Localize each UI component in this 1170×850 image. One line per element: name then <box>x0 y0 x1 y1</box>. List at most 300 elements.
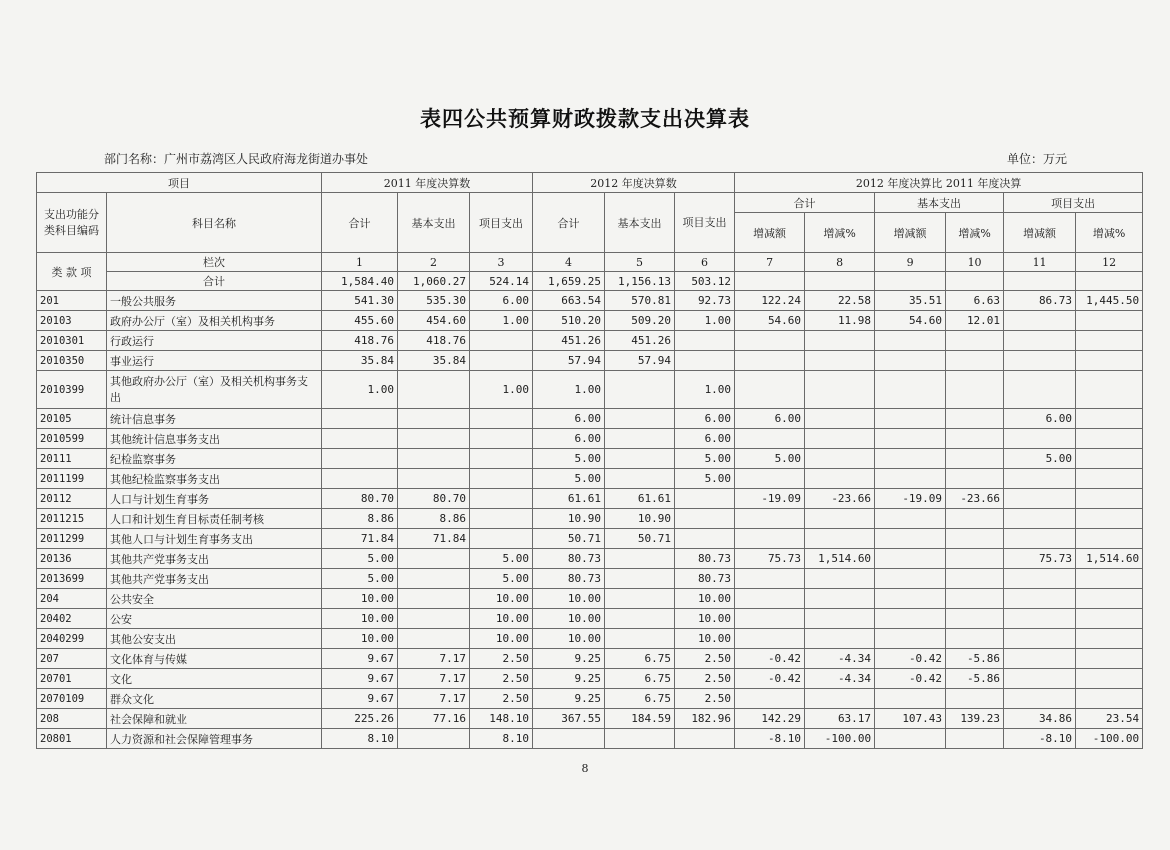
row-value <box>875 529 946 549</box>
row-value: 2.50 <box>675 649 735 669</box>
row-value: 1.00 <box>470 311 533 331</box>
row-code: 2070109 <box>37 689 107 709</box>
row-name: 纪检监察事务 <box>107 449 322 469</box>
row-value: 6.00 <box>1004 409 1076 429</box>
row-value: 1.00 <box>470 371 533 409</box>
row-value: 54.60 <box>735 311 805 331</box>
row-value <box>946 609 1004 629</box>
row-value <box>946 331 1004 351</box>
row-code: 2010350 <box>37 351 107 371</box>
row-value <box>1004 609 1076 629</box>
row-value: 1,514.60 <box>1076 549 1143 569</box>
row-value <box>805 449 875 469</box>
row-value: 7.17 <box>398 649 470 669</box>
table-row <box>37 291 1143 311</box>
header-row-1 <box>37 173 1143 193</box>
table-row <box>37 669 1143 689</box>
total-cell: 503.12 <box>675 272 735 291</box>
column-number: 3 <box>470 253 533 272</box>
row-value: 5.00 <box>675 449 735 469</box>
column-number: 11 <box>1004 253 1076 272</box>
row-value <box>675 729 735 749</box>
row-value: 2.50 <box>675 669 735 689</box>
row-value <box>735 429 805 449</box>
row-value: 454.60 <box>398 311 470 331</box>
column-number: 8 <box>805 253 875 272</box>
row-value <box>605 629 675 649</box>
row-value: 2.50 <box>470 649 533 669</box>
header-zje-11: 增减额 <box>1004 213 1076 253</box>
row-value <box>605 449 675 469</box>
row-value: -23.66 <box>946 489 1004 509</box>
column-number: 9 <box>875 253 946 272</box>
row-value: -100.00 <box>1076 729 1143 749</box>
row-code: 2011199 <box>37 469 107 489</box>
row-value: 23.54 <box>1076 709 1143 729</box>
row-value <box>470 331 533 351</box>
row-value: 35.84 <box>322 351 398 371</box>
header-2011: 2011 年度决算数 <box>322 173 533 193</box>
row-value: 5.00 <box>470 569 533 589</box>
table-row <box>37 469 1143 489</box>
header-zje-9: 增减额 <box>875 213 946 253</box>
row-name: 一般公共服务 <box>107 291 322 311</box>
header-2012: 2012 年度决算数 <box>533 173 735 193</box>
row-value: 80.73 <box>533 549 605 569</box>
row-value: 77.16 <box>398 709 470 729</box>
row-value <box>1076 429 1143 449</box>
row-code: 20801 <box>37 729 107 749</box>
row-value <box>946 351 1004 371</box>
row-name: 公共安全 <box>107 589 322 609</box>
table-row <box>37 729 1143 749</box>
row-value: 10.00 <box>675 589 735 609</box>
row-value: 2.50 <box>470 669 533 689</box>
header-2012-xm: 项目支出 <box>675 193 735 253</box>
table-row <box>37 529 1143 549</box>
row-value <box>1076 569 1143 589</box>
row-value: 10.00 <box>322 629 398 649</box>
row-value <box>1004 371 1076 409</box>
row-value: 1.00 <box>322 371 398 409</box>
row-value <box>1076 311 1143 331</box>
row-value <box>1004 589 1076 609</box>
row-value <box>533 729 605 749</box>
row-name: 其他共产党事务支出 <box>107 569 322 589</box>
row-code: 2011299 <box>37 529 107 549</box>
row-value <box>322 469 398 489</box>
row-value: 455.60 <box>322 311 398 331</box>
row-value: 6.00 <box>470 291 533 311</box>
row-name: 群众文化 <box>107 689 322 709</box>
row-value: 57.94 <box>605 351 675 371</box>
row-name: 其他人口与计划生育事务支出 <box>107 529 322 549</box>
row-value: -19.09 <box>735 489 805 509</box>
table-row <box>37 409 1143 429</box>
row-value: 1.00 <box>675 371 735 409</box>
row-name: 文化 <box>107 669 322 689</box>
column-number: 10 <box>946 253 1004 272</box>
row-value <box>398 469 470 489</box>
row-value <box>875 589 946 609</box>
row-value: 75.73 <box>735 549 805 569</box>
row-value: 6.00 <box>675 429 735 449</box>
row-name: 其他公安支出 <box>107 629 322 649</box>
row-value <box>735 589 805 609</box>
row-value <box>398 371 470 409</box>
row-value: 122.24 <box>735 291 805 311</box>
row-code: 20701 <box>37 669 107 689</box>
row-code: 20105 <box>37 409 107 429</box>
row-value <box>1004 649 1076 669</box>
header-2011-heji: 合计 <box>322 193 398 253</box>
row-value <box>875 569 946 589</box>
row-value <box>735 689 805 709</box>
row-value <box>1076 629 1143 649</box>
row-value: 86.73 <box>1004 291 1076 311</box>
row-value <box>875 689 946 709</box>
column-number: 7 <box>735 253 805 272</box>
row-value <box>805 469 875 489</box>
row-value: 22.58 <box>805 291 875 311</box>
row-value: 35.51 <box>875 291 946 311</box>
total-cell <box>1076 272 1143 291</box>
row-value: 9.25 <box>533 649 605 669</box>
row-value <box>735 609 805 629</box>
header-cmp-xm: 项目支出 <box>1004 193 1143 213</box>
row-value: 75.73 <box>1004 549 1076 569</box>
row-value <box>1004 509 1076 529</box>
row-value <box>1076 589 1143 609</box>
row-value: 80.73 <box>675 569 735 589</box>
row-value <box>1076 649 1143 669</box>
row-value: 10.00 <box>322 589 398 609</box>
row-value: 9.67 <box>322 689 398 709</box>
row-value <box>805 609 875 629</box>
row-value: 1,445.50 <box>1076 291 1143 311</box>
row-value: 451.26 <box>605 331 675 351</box>
row-value: 57.94 <box>533 351 605 371</box>
row-value <box>1076 331 1143 351</box>
table-row <box>37 629 1143 649</box>
row-value <box>1004 469 1076 489</box>
row-value <box>875 509 946 529</box>
row-value <box>675 351 735 371</box>
row-value: 5.00 <box>470 549 533 569</box>
row-value: 54.60 <box>875 311 946 331</box>
row-value <box>805 689 875 709</box>
row-value <box>1004 429 1076 449</box>
header-code-col: 支出功能分类科目编码 <box>37 193 107 253</box>
row-value <box>875 729 946 749</box>
row-value <box>675 529 735 549</box>
row-value <box>735 529 805 549</box>
row-value: 10.90 <box>533 509 605 529</box>
row-value <box>946 409 1004 429</box>
row-value: 663.54 <box>533 291 605 311</box>
row-value <box>875 549 946 569</box>
row-value <box>1076 409 1143 429</box>
row-value: 10.90 <box>605 509 675 529</box>
row-value: 6.00 <box>533 409 605 429</box>
row-value <box>398 729 470 749</box>
row-value <box>605 371 675 409</box>
lanci-row <box>37 253 1143 272</box>
table-row <box>37 689 1143 709</box>
row-value <box>470 529 533 549</box>
row-value <box>946 469 1004 489</box>
row-value <box>1076 609 1143 629</box>
row-name: 事业运行 <box>107 351 322 371</box>
row-value <box>946 429 1004 449</box>
total-cell <box>805 272 875 291</box>
row-name: 文化体育与传媒 <box>107 649 322 669</box>
total-cell: 1,659.25 <box>533 272 605 291</box>
row-value <box>875 449 946 469</box>
row-value: 6.00 <box>675 409 735 429</box>
row-code: 2013699 <box>37 569 107 589</box>
row-value: 5.00 <box>322 549 398 569</box>
table-row <box>37 609 1143 629</box>
row-value: 63.17 <box>805 709 875 729</box>
row-value <box>875 629 946 649</box>
row-value <box>470 469 533 489</box>
row-code: 208 <box>37 709 107 729</box>
header-compare: 2012 年度决算比 2011 年度决算 <box>735 173 1143 193</box>
row-value <box>1076 351 1143 371</box>
row-name: 公安 <box>107 609 322 629</box>
row-value <box>1004 331 1076 351</box>
row-value <box>946 589 1004 609</box>
row-value <box>605 589 675 609</box>
row-value <box>1076 669 1143 689</box>
row-value: -8.10 <box>735 729 805 749</box>
row-value: -0.42 <box>735 669 805 689</box>
row-value <box>1004 669 1076 689</box>
row-value: 139.23 <box>946 709 1004 729</box>
row-value: 6.00 <box>735 409 805 429</box>
row-value: 535.30 <box>398 291 470 311</box>
row-value: 10.00 <box>470 589 533 609</box>
row-value: 184.59 <box>605 709 675 729</box>
row-value: 570.81 <box>605 291 675 311</box>
row-value: 35.84 <box>398 351 470 371</box>
row-code: 2010599 <box>37 429 107 449</box>
row-value: 7.17 <box>398 689 470 709</box>
column-number: 4 <box>533 253 605 272</box>
row-value: 8.10 <box>470 729 533 749</box>
row-value <box>398 629 470 649</box>
row-value <box>946 569 1004 589</box>
row-code: 2011215 <box>37 509 107 529</box>
total-cell <box>946 272 1004 291</box>
row-value <box>805 509 875 529</box>
row-value: 5.00 <box>735 449 805 469</box>
row-value <box>805 569 875 589</box>
row-name: 其他共产党事务支出 <box>107 549 322 569</box>
total-row <box>37 272 1143 291</box>
row-value <box>398 569 470 589</box>
column-number: 5 <box>605 253 675 272</box>
row-value: 10.00 <box>675 629 735 649</box>
row-value: 1.00 <box>675 311 735 331</box>
row-value: -4.34 <box>805 669 875 689</box>
row-value: 510.20 <box>533 311 605 331</box>
row-value: -0.42 <box>735 649 805 669</box>
row-value: 451.26 <box>533 331 605 351</box>
row-value: 71.84 <box>322 529 398 549</box>
row-value: -0.42 <box>875 669 946 689</box>
row-value <box>805 629 875 649</box>
row-value: 142.29 <box>735 709 805 729</box>
row-code: 20112 <box>37 489 107 509</box>
row-value: 10.00 <box>470 609 533 629</box>
row-code: 204 <box>37 589 107 609</box>
row-code: 20111 <box>37 449 107 469</box>
row-name: 其他政府办公厅（室）及相关机构事务支出 <box>107 371 322 409</box>
row-value: 11.98 <box>805 311 875 331</box>
row-value: 418.76 <box>398 331 470 351</box>
row-value: 8.86 <box>398 509 470 529</box>
header-2012-heji: 合计 <box>533 193 605 253</box>
row-value <box>1076 449 1143 469</box>
row-value: 61.61 <box>533 489 605 509</box>
row-code: 20136 <box>37 549 107 569</box>
row-name: 政府办公厅（室）及相关机构事务 <box>107 311 322 331</box>
row-value <box>1004 569 1076 589</box>
row-value <box>946 629 1004 649</box>
row-value: 80.73 <box>533 569 605 589</box>
column-number: 6 <box>675 253 735 272</box>
row-value: -23.66 <box>805 489 875 509</box>
row-value <box>470 429 533 449</box>
row-value: 50.71 <box>533 529 605 549</box>
row-value: 12.01 <box>946 311 1004 331</box>
header-xiangmu: 项目 <box>37 173 322 193</box>
row-value: 1.00 <box>533 371 605 409</box>
row-value: -8.10 <box>1004 729 1076 749</box>
row-value <box>946 449 1004 469</box>
row-value: 7.17 <box>398 669 470 689</box>
row-value: 5.00 <box>533 449 605 469</box>
row-value <box>605 729 675 749</box>
row-value <box>398 409 470 429</box>
row-code: 201 <box>37 291 107 311</box>
column-number: 2 <box>398 253 470 272</box>
row-code: 2040299 <box>37 629 107 649</box>
row-value: 6.63 <box>946 291 1004 311</box>
table-row <box>37 589 1143 609</box>
page-title: 表四公共预算财政拨款支出决算表 <box>420 107 750 131</box>
row-name: 人口和计划生育目标责任制考核 <box>107 509 322 529</box>
row-value <box>470 351 533 371</box>
row-value <box>946 509 1004 529</box>
table-row <box>37 489 1143 509</box>
row-value: 92.73 <box>675 291 735 311</box>
row-value <box>875 351 946 371</box>
row-value: 418.76 <box>322 331 398 351</box>
row-value: 225.26 <box>322 709 398 729</box>
row-value <box>398 449 470 469</box>
row-name: 其他纪检监察事务支出 <box>107 469 322 489</box>
total-cell <box>735 272 805 291</box>
row-value: -5.86 <box>946 649 1004 669</box>
row-value <box>946 689 1004 709</box>
row-code: 2010399 <box>37 371 107 409</box>
row-name: 人口与计划生育事务 <box>107 489 322 509</box>
table-row <box>37 709 1143 729</box>
column-number: 1 <box>322 253 398 272</box>
row-value <box>875 409 946 429</box>
row-value <box>1076 529 1143 549</box>
row-value <box>1004 489 1076 509</box>
header-zjl-10: 增减% <box>946 213 1004 253</box>
table-row <box>37 311 1143 331</box>
row-value: 10.00 <box>533 609 605 629</box>
header-zje-7: 增减额 <box>735 213 805 253</box>
row-value: 2.50 <box>470 689 533 709</box>
row-value <box>470 409 533 429</box>
row-value <box>605 549 675 569</box>
row-value: 50.71 <box>605 529 675 549</box>
row-value <box>735 351 805 371</box>
row-code: 20103 <box>37 311 107 331</box>
table-row <box>37 331 1143 351</box>
row-value <box>735 371 805 409</box>
row-value: 34.86 <box>1004 709 1076 729</box>
column-number: 12 <box>1076 253 1143 272</box>
row-value: 61.61 <box>605 489 675 509</box>
header-2011-jiben: 基本支出 <box>398 193 470 253</box>
row-value: 9.67 <box>322 669 398 689</box>
row-value: 107.43 <box>875 709 946 729</box>
row-value: 10.00 <box>675 609 735 629</box>
row-value <box>1004 689 1076 709</box>
row-value <box>805 371 875 409</box>
row-value: 5.00 <box>322 569 398 589</box>
header-lei-kuan-xiang: 类 款 项 <box>37 253 107 291</box>
row-value <box>605 569 675 589</box>
total-cell <box>875 272 946 291</box>
header-zjl-8: 增减% <box>805 213 875 253</box>
row-name: 其他统计信息事务支出 <box>107 429 322 449</box>
row-value <box>805 529 875 549</box>
row-value <box>398 589 470 609</box>
header-cmp-heji: 合计 <box>735 193 875 213</box>
row-code: 2010301 <box>37 331 107 351</box>
total-cell: 1,156.13 <box>605 272 675 291</box>
row-value: 6.00 <box>533 429 605 449</box>
row-name: 行政运行 <box>107 331 322 351</box>
row-value <box>398 549 470 569</box>
row-value <box>1004 529 1076 549</box>
row-value <box>946 729 1004 749</box>
row-value: 80.73 <box>675 549 735 569</box>
row-value <box>875 469 946 489</box>
row-value: 80.70 <box>322 489 398 509</box>
row-value <box>875 331 946 351</box>
header-2012-jiben: 基本支出 <box>605 193 675 253</box>
row-value <box>1076 509 1143 529</box>
row-code: 20402 <box>37 609 107 629</box>
table-row <box>37 429 1143 449</box>
header-name-col: 科目名称 <box>107 193 322 253</box>
row-value: 10.00 <box>322 609 398 629</box>
row-value <box>875 429 946 449</box>
row-value: 8.86 <box>322 509 398 529</box>
row-value <box>805 351 875 371</box>
table-row <box>37 549 1143 569</box>
